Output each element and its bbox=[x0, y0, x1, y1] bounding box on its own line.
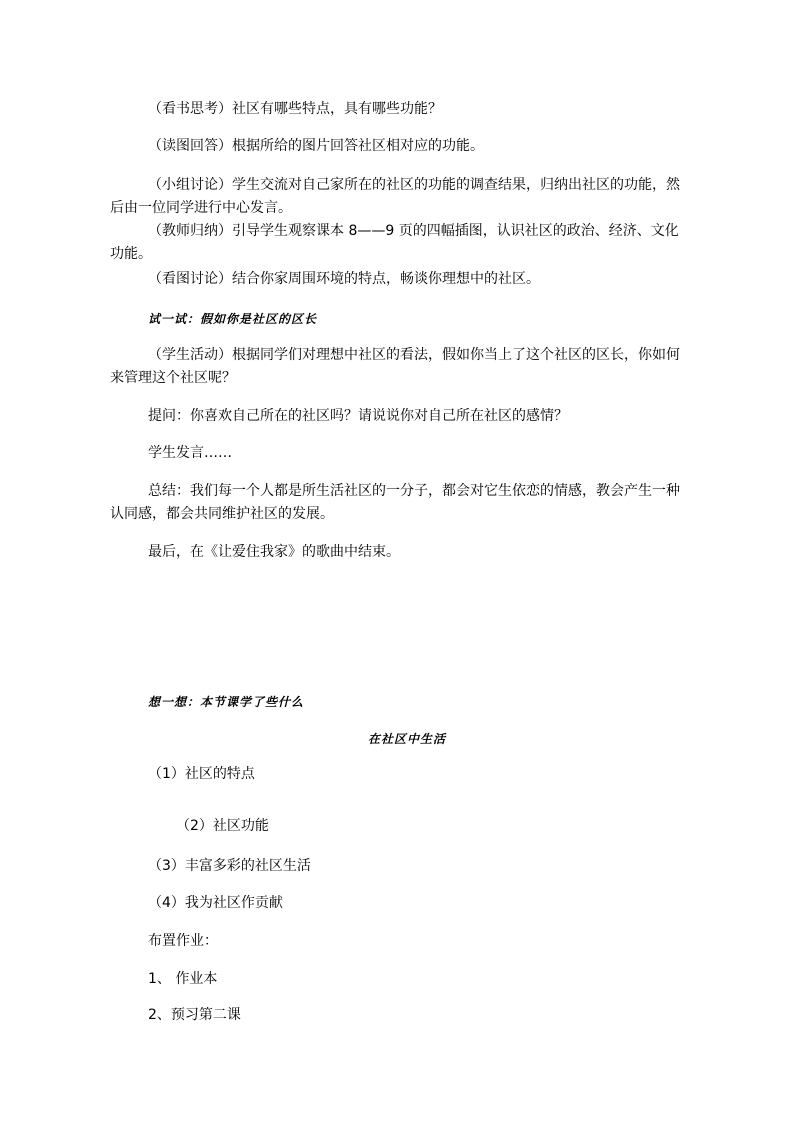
paragraph-conclusion-line1: 总结：我们每一个人都是所生活社区的一分子，都会对它生依恋的情感，教会产生一种 bbox=[148, 483, 680, 499]
paragraph-group-discussion-line1: （小组讨论）学生交流对自己家所在的社区的功能的调查结果，归纳出社区的功能，然 bbox=[148, 177, 680, 193]
section-heading-think: 想一想：本节课学了些什么 bbox=[148, 695, 305, 709]
paragraph-teacher-summary-line1: （教师归纳）引导学生观察课本 8——9 页的四幅插图，认识社区的政治、经济、文化 bbox=[148, 223, 679, 239]
paragraph-student-activity-line1: （学生活动）根据同学们对理想中社区的看法，假如你当上了这个社区的区长，你如何 bbox=[148, 347, 680, 363]
homework-label: 布置作业： bbox=[148, 933, 218, 949]
paragraph-teacher-summary-line2: 功能。 bbox=[110, 246, 152, 262]
outline-item-3: （3）丰富多彩的社区生活 bbox=[148, 858, 311, 874]
outline-item-4: （4）我为社区作贡献 bbox=[148, 895, 283, 911]
paragraph-question: 提问：你喜欢自己所在的社区吗？请说说你对自己所在社区的感情？ bbox=[148, 408, 568, 424]
outline-title: 在社区中生活 bbox=[368, 732, 447, 746]
paragraph-reading-think: （看书思考）社区有哪些特点，具有哪些功能？ bbox=[148, 101, 442, 117]
homework-item-1: 1、 作业本 bbox=[148, 971, 218, 987]
paragraph-student-activity-line2: 来管理这个社区呢？ bbox=[110, 370, 236, 386]
section-heading-try: 试一试：假如你是社区的区长 bbox=[148, 312, 318, 326]
outline-item-2: （2）社区功能 bbox=[176, 818, 269, 834]
paragraph-reading-answer: （读图回答）根据所给的图片回答社区相对应的功能。 bbox=[148, 138, 484, 154]
homework-item-2: 2、预习第二课 bbox=[148, 1007, 241, 1023]
outline-item-1: （1）社区的特点 bbox=[148, 766, 255, 782]
paragraph-student-speak: 学生发言…… bbox=[148, 445, 232, 461]
paragraph-picture-discussion: （看图讨论）结合你家周围环境的特点，畅谈你理想中的社区。 bbox=[148, 271, 540, 287]
paragraph-group-discussion-line2: 后由一位同学进行中心发言。 bbox=[110, 200, 292, 216]
paragraph-conclusion-line2: 认同感，都会共同维护社区的发展。 bbox=[110, 506, 334, 522]
paragraph-ending: 最后，在《让爱住我家》的歌曲中结束。 bbox=[148, 544, 400, 560]
